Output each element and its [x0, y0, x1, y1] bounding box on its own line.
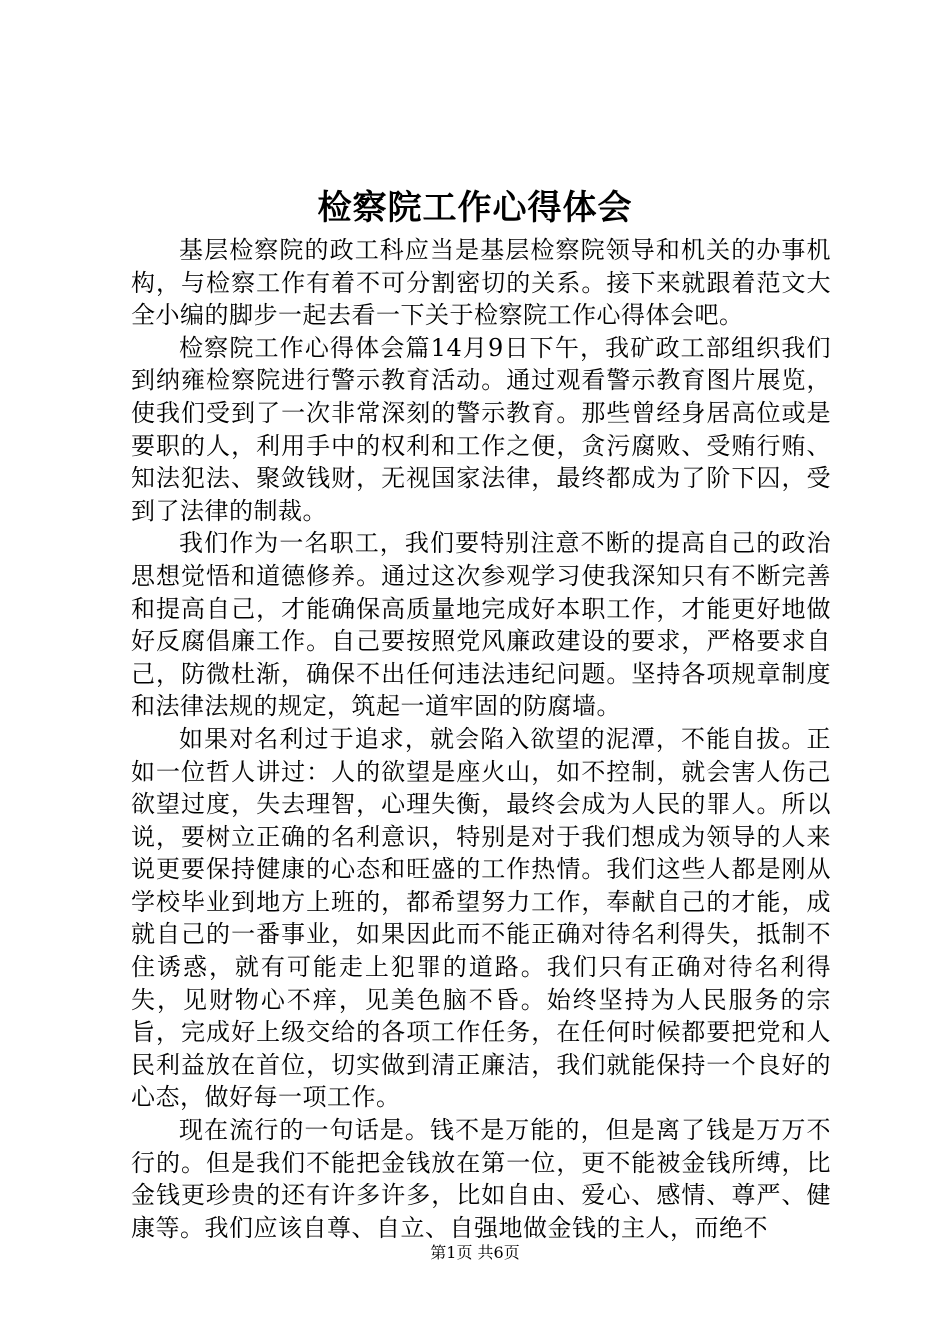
paragraph-1: 基层检察院的政工科应当是基层检察院领导和机关的办事机构，与检察工作有着不可分割密切的关系。接下来就跟着范文大全小编的脚步一起去看一下关于检察院工作心得体会吧。 [131, 236, 831, 330]
document-body [131, 234, 831, 1244]
paragraph-3: 我们作为一名职工，我们要特别注意不断的提高自己的政治思想觉悟和道德修养。通过这次参观学习使我深知只有不断完善和提高自己，才能确保高质量地完成好本职工作，才能更好地做好反腐倡廉工作。自己要按照党风廉政建设的要求，严格要求自己，防微杜渐，确保不出任何违法违纪问题。坚持各项规章制度和法律法规的规定，筑起一道牢固的防腐墙。 [131, 529, 831, 721]
paragraph-4: 如果对名利过于追求，就会陷入欲望的泥潭，不能自拔。正如一位哲人讲过：人的欲望是座火山，如不控制，就会害人伤己欲望过度，失去理智，心理失衡，最终会成为人民的罪人。所以说，要树立正确的名利意识，特别是对于我们想成为领导的人来说更要保持健康的心态和旺盛的工作热情。我们这些人都是刚从学校毕业到地方上班的，都希望努力工作，奉献自己的才能，成就自己的一番事业，如果因此而不能正确对待名利得失，抵制不住诱惑，就有可能走上犯罪的道路。我们只有正确对待名利得失，见财物心不痒，见美色脑不昏。始终坚持为人民服务的宗旨，完成好上级交给的各项工作任务，在任何时候都要把党和人民利益放在首位，切实做到清正廉洁，我们就能保持一个良好的心态，做好每一项工作。 [131, 724, 831, 1112]
paragraph-2: 检察院工作心得体会篇14月9日下午，我矿政工部组织我们到纳雍检察院进行警示教育活动。通过观看警示教育图片展览，使我们受到了一次非常深刻的警示教育。那些曾经身居高位或是要职的人，利用手中的权利和工作之便，贪污腐败、受贿行贿、知法犯法、聚敛钱财，无视国家法律，最终都成为了阶下囚，受到了法律的制裁。 [131, 333, 831, 525]
document-title: 检察院工作心得体会 [317, 188, 633, 228]
page-footer: 第1页 共6页 [430, 1243, 520, 1262]
paragraph-5: 现在流行的一句话是。钱不是万能的，但是离了钱是万万不行的。但是我们不能把金钱放在第一位，更不能被金钱所缚，比金钱更珍贵的还有许多许多，比如自由、爱心、感情、尊严、健康等。我们应该自尊、自立、自强地做金钱的主人，而绝不 [131, 1116, 831, 1242]
